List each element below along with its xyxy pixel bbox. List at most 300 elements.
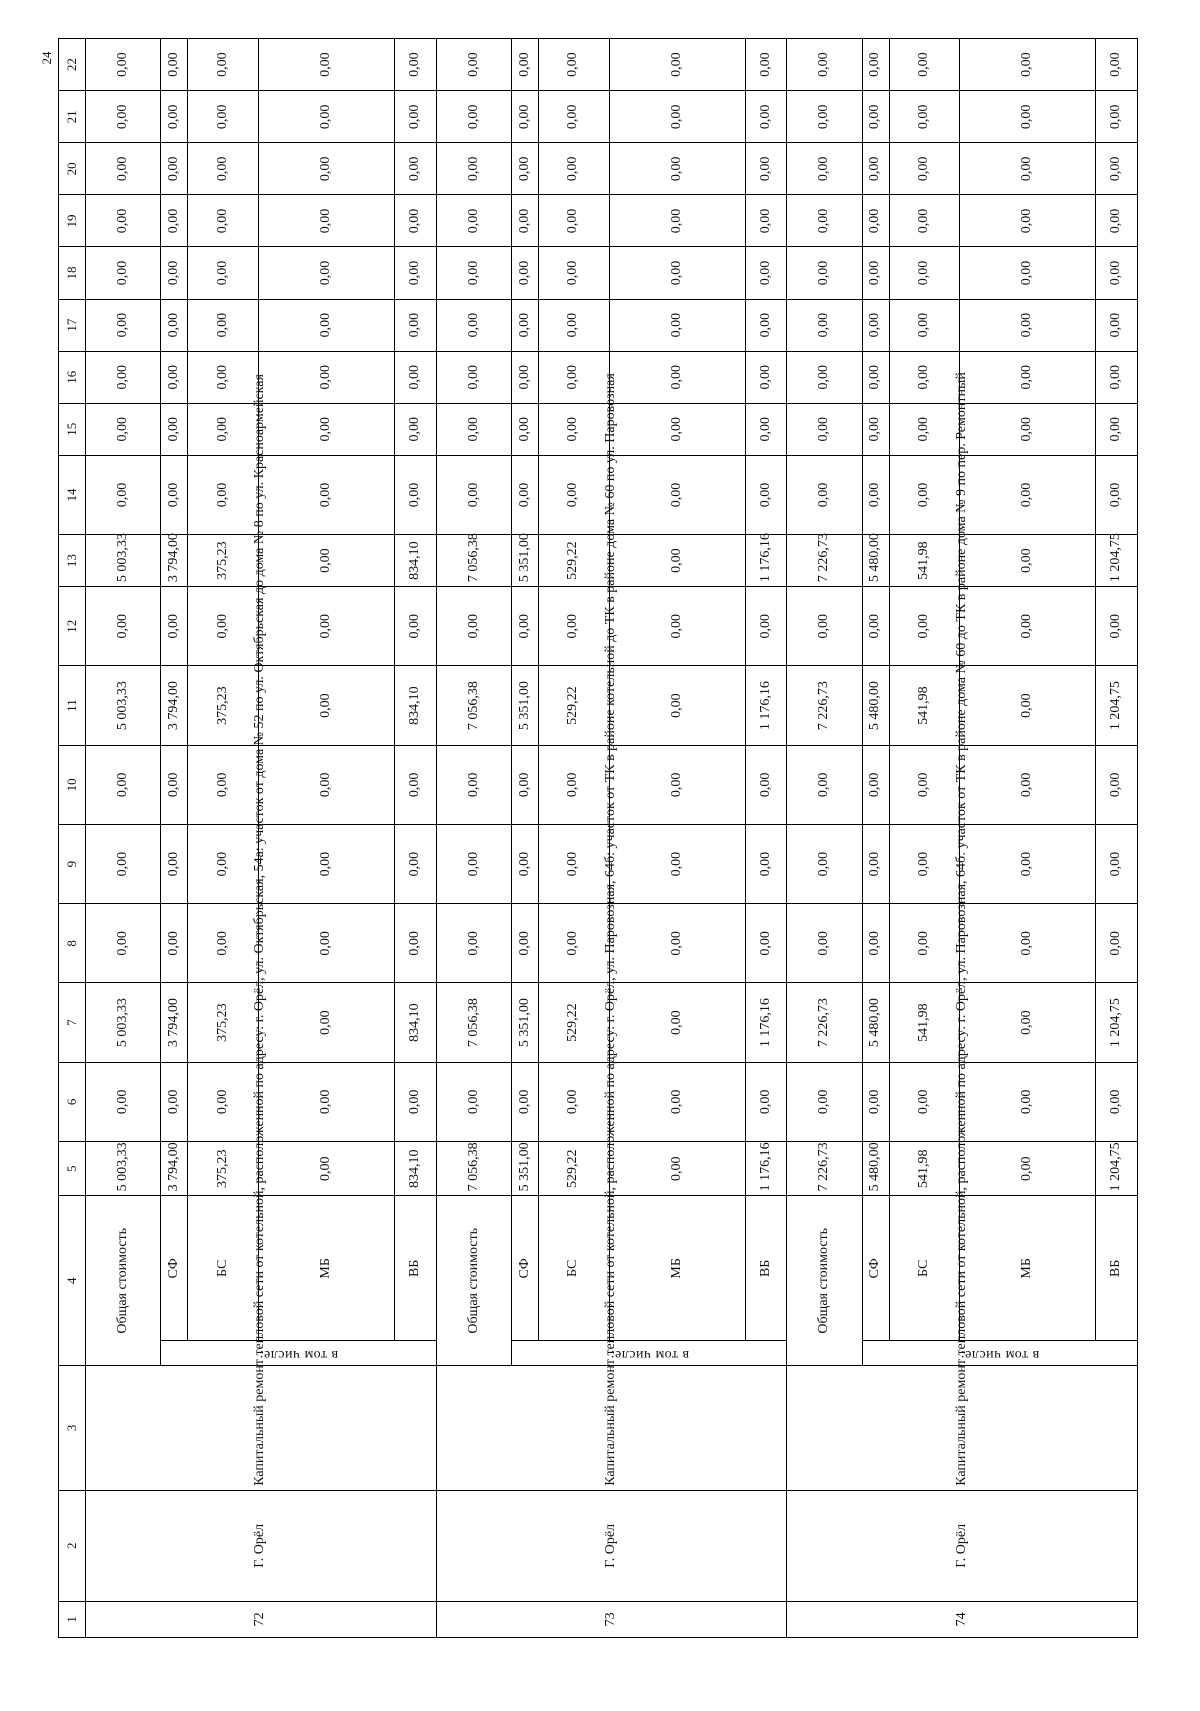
value-cell: 0,00 xyxy=(609,535,745,587)
value-cell: 0,00 xyxy=(960,824,1096,903)
value-cell: 0,00 xyxy=(862,351,889,403)
value-cell: 0,00 xyxy=(889,299,960,351)
value-cell: 0,00 xyxy=(960,745,1096,824)
value-cell: 0,00 xyxy=(960,247,1096,299)
value-cell: 0,00 xyxy=(889,587,960,666)
entry-city: Г. Орёл xyxy=(86,1490,437,1601)
row-label: СФ xyxy=(512,1196,539,1341)
value-cell: 0,00 xyxy=(1096,403,1138,455)
value-cell: 0,00 xyxy=(745,39,786,91)
value-cell: 0,00 xyxy=(512,1062,539,1141)
value-cell: 0,00 xyxy=(512,455,539,534)
funding-table xyxy=(58,38,1138,1638)
value-cell: 0,00 xyxy=(161,745,188,824)
value-cell: 0,00 xyxy=(258,587,394,666)
value-cell: 0,00 xyxy=(538,351,609,403)
row-label: СФ xyxy=(161,1196,188,1341)
value-cell: 0,00 xyxy=(512,39,539,91)
value-cell: 0,00 xyxy=(787,299,862,351)
entry-description: Капитальный ремонт тепловой сети от котельной, расположенной по адресу: г. Орёл, ул. Октябрьская, 54а: участок от дома № 52 по ул. Октябрьская до дома № 8 по ул. Красноармейская xyxy=(86,1366,437,1491)
value-cell: 5 480,00 xyxy=(862,1142,889,1196)
value-cell: 0,00 xyxy=(609,1142,745,1196)
value-cell: 0,00 xyxy=(258,824,394,903)
value-cell: 0,00 xyxy=(538,195,609,247)
value-cell: 0,00 xyxy=(161,351,188,403)
table-row xyxy=(787,39,862,1638)
value-cell: 0,00 xyxy=(609,195,745,247)
column-number-22: 22 xyxy=(59,39,86,91)
value-cell: 0,00 xyxy=(188,904,259,983)
value-cell: 0,00 xyxy=(960,1142,1096,1196)
value-cell: 0,00 xyxy=(436,824,511,903)
value-cell: 0,00 xyxy=(512,195,539,247)
value-cell: 0,00 xyxy=(161,824,188,903)
value-cell: 0,00 xyxy=(960,351,1096,403)
value-cell: 0,00 xyxy=(609,1062,745,1141)
value-cell: 375,23 xyxy=(188,535,259,587)
value-cell: 0,00 xyxy=(161,39,188,91)
value-cell: 0,00 xyxy=(889,824,960,903)
value-cell: 529,22 xyxy=(538,535,609,587)
value-cell: 0,00 xyxy=(161,1062,188,1141)
column-number-row xyxy=(59,39,86,1638)
column-number-6: 6 xyxy=(59,1062,86,1141)
value-cell: 0,00 xyxy=(161,587,188,666)
value-cell: 0,00 xyxy=(161,143,188,195)
value-cell: 0,00 xyxy=(538,904,609,983)
row-label-total: Общая стоимость xyxy=(787,1196,862,1366)
value-cell: 0,00 xyxy=(538,39,609,91)
value-cell: 0,00 xyxy=(1096,904,1138,983)
value-cell: 0,00 xyxy=(86,299,161,351)
value-cell: 0,00 xyxy=(395,455,436,534)
value-cell: 0,00 xyxy=(1096,455,1138,534)
value-cell: 0,00 xyxy=(512,143,539,195)
value-cell: 0,00 xyxy=(1096,247,1138,299)
value-cell: 0,00 xyxy=(86,824,161,903)
value-cell: 375,23 xyxy=(188,1142,259,1196)
value-cell: 0,00 xyxy=(538,91,609,143)
value-cell: 0,00 xyxy=(787,455,862,534)
column-number-17: 17 xyxy=(59,299,86,351)
value-cell: 0,00 xyxy=(609,983,745,1062)
column-number-15: 15 xyxy=(59,403,86,455)
value-cell: 0,00 xyxy=(862,1062,889,1141)
value-cell: 0,00 xyxy=(889,351,960,403)
value-cell: 0,00 xyxy=(1096,39,1138,91)
value-cell: 0,00 xyxy=(960,91,1096,143)
value-cell: 0,00 xyxy=(889,745,960,824)
value-cell: 0,00 xyxy=(538,1062,609,1141)
entry-index: 73 xyxy=(436,1601,787,1637)
value-cell: 3 794,00 xyxy=(161,983,188,1062)
value-cell: 0,00 xyxy=(161,455,188,534)
value-cell: 0,00 xyxy=(960,904,1096,983)
value-cell: 0,00 xyxy=(1096,745,1138,824)
value-cell: 0,00 xyxy=(188,39,259,91)
row-label-total: Общая стоимость xyxy=(436,1196,511,1366)
value-cell: 0,00 xyxy=(960,587,1096,666)
value-cell: 0,00 xyxy=(745,299,786,351)
value-cell: 0,00 xyxy=(787,91,862,143)
value-cell: 0,00 xyxy=(889,1062,960,1141)
value-cell: 0,00 xyxy=(188,195,259,247)
value-cell: 375,23 xyxy=(188,983,259,1062)
value-cell: 0,00 xyxy=(960,403,1096,455)
including-label: в том числе: xyxy=(161,1341,436,1366)
value-cell: 0,00 xyxy=(512,299,539,351)
including-label: в том числе: xyxy=(512,1341,787,1366)
value-cell: 5 003,33 xyxy=(86,666,161,745)
value-cell: 0,00 xyxy=(787,39,862,91)
value-cell: 0,00 xyxy=(86,91,161,143)
value-cell: 0,00 xyxy=(609,904,745,983)
value-cell: 0,00 xyxy=(745,143,786,195)
value-cell: 1 176,16 xyxy=(745,1142,786,1196)
value-cell: 0,00 xyxy=(889,904,960,983)
value-cell: 0,00 xyxy=(889,91,960,143)
value-cell: 0,00 xyxy=(609,143,745,195)
value-cell: 0,00 xyxy=(862,39,889,91)
column-number-12: 12 xyxy=(59,587,86,666)
value-cell: 0,00 xyxy=(538,587,609,666)
value-cell: 0,00 xyxy=(86,745,161,824)
value-cell: 0,00 xyxy=(862,299,889,351)
value-cell: 0,00 xyxy=(395,299,436,351)
value-cell: 834,10 xyxy=(395,1142,436,1196)
value-cell: 0,00 xyxy=(395,587,436,666)
value-cell: 0,00 xyxy=(395,143,436,195)
value-cell: 0,00 xyxy=(960,535,1096,587)
value-cell: 0,00 xyxy=(258,745,394,824)
value-cell: 0,00 xyxy=(86,143,161,195)
value-cell: 0,00 xyxy=(538,143,609,195)
value-cell: 541,98 xyxy=(889,1142,960,1196)
column-number-18: 18 xyxy=(59,247,86,299)
value-cell: 0,00 xyxy=(862,143,889,195)
value-cell: 0,00 xyxy=(787,247,862,299)
value-cell: 0,00 xyxy=(889,143,960,195)
table-body xyxy=(86,39,1138,1638)
value-cell: 0,00 xyxy=(862,195,889,247)
entry-city: Г. Орёл xyxy=(436,1490,787,1601)
value-cell: 0,00 xyxy=(395,39,436,91)
value-cell: 0,00 xyxy=(745,351,786,403)
value-cell: 0,00 xyxy=(538,745,609,824)
value-cell: 0,00 xyxy=(258,91,394,143)
value-cell: 834,10 xyxy=(395,666,436,745)
value-cell: 0,00 xyxy=(609,247,745,299)
value-cell: 0,00 xyxy=(862,91,889,143)
value-cell: 0,00 xyxy=(395,1062,436,1141)
value-cell: 0,00 xyxy=(512,351,539,403)
entry-index: 74 xyxy=(787,1601,1138,1637)
page-number-text: 24 xyxy=(39,51,54,65)
value-cell: 0,00 xyxy=(1096,587,1138,666)
value-cell: 0,00 xyxy=(395,824,436,903)
value-cell: 0,00 xyxy=(787,1062,862,1141)
value-cell: 541,98 xyxy=(889,666,960,745)
value-cell: 0,00 xyxy=(960,455,1096,534)
value-cell: 7 056,38 xyxy=(436,1142,511,1196)
column-number-5: 5 xyxy=(59,1142,86,1196)
value-cell: 0,00 xyxy=(436,904,511,983)
value-cell: 0,00 xyxy=(436,247,511,299)
value-cell: 0,00 xyxy=(436,455,511,534)
column-number-8: 8 xyxy=(59,904,86,983)
column-number-7: 7 xyxy=(59,983,86,1062)
including-label: в том числе: xyxy=(862,1341,1137,1366)
value-cell: 0,00 xyxy=(609,299,745,351)
column-number-1: 1 xyxy=(59,1601,86,1637)
value-cell: 0,00 xyxy=(538,455,609,534)
column-number-16: 16 xyxy=(59,351,86,403)
value-cell: 0,00 xyxy=(745,824,786,903)
value-cell: 0,00 xyxy=(258,666,394,745)
row-label: МБ xyxy=(258,1196,394,1341)
value-cell: 0,00 xyxy=(1096,91,1138,143)
value-cell: 0,00 xyxy=(161,91,188,143)
value-cell: 529,22 xyxy=(538,1142,609,1196)
value-cell: 0,00 xyxy=(188,745,259,824)
value-cell: 0,00 xyxy=(787,351,862,403)
value-cell: 0,00 xyxy=(862,455,889,534)
value-cell: 0,00 xyxy=(862,587,889,666)
value-cell: 0,00 xyxy=(512,745,539,824)
value-cell: 5 351,00 xyxy=(512,535,539,587)
value-cell: 7 226,73 xyxy=(787,535,862,587)
column-number-9: 9 xyxy=(59,824,86,903)
value-cell: 0,00 xyxy=(395,745,436,824)
value-cell: 0,00 xyxy=(862,824,889,903)
value-cell: 3 794,00 xyxy=(161,1142,188,1196)
value-cell: 0,00 xyxy=(889,247,960,299)
value-cell: 0,00 xyxy=(609,39,745,91)
value-cell: 0,00 xyxy=(188,403,259,455)
value-cell: 5 003,33 xyxy=(86,535,161,587)
value-cell: 0,00 xyxy=(745,455,786,534)
value-cell: 0,00 xyxy=(395,904,436,983)
value-cell: 0,00 xyxy=(188,91,259,143)
value-cell: 0,00 xyxy=(258,904,394,983)
value-cell: 0,00 xyxy=(609,745,745,824)
value-cell: 0,00 xyxy=(258,247,394,299)
value-cell: 0,00 xyxy=(512,904,539,983)
value-cell: 541,98 xyxy=(889,535,960,587)
value-cell: 0,00 xyxy=(787,745,862,824)
value-cell: 0,00 xyxy=(889,195,960,247)
value-cell: 0,00 xyxy=(787,824,862,903)
value-cell: 0,00 xyxy=(258,455,394,534)
column-number-11: 11 xyxy=(59,666,86,745)
value-cell: 5 480,00 xyxy=(862,666,889,745)
row-label: БС xyxy=(538,1196,609,1341)
value-cell: 0,00 xyxy=(1096,351,1138,403)
value-cell: 0,00 xyxy=(188,143,259,195)
value-cell: 0,00 xyxy=(395,195,436,247)
value-cell: 0,00 xyxy=(609,403,745,455)
value-cell: 0,00 xyxy=(258,983,394,1062)
value-cell: 0,00 xyxy=(258,143,394,195)
value-cell: 0,00 xyxy=(188,247,259,299)
rotated-table-container xyxy=(58,38,1138,1638)
value-cell: 0,00 xyxy=(745,247,786,299)
value-cell: 0,00 xyxy=(188,351,259,403)
value-cell: 7 226,73 xyxy=(787,666,862,745)
value-cell: 0,00 xyxy=(1096,143,1138,195)
value-cell: 0,00 xyxy=(745,904,786,983)
value-cell: 0,00 xyxy=(1096,299,1138,351)
value-cell: 0,00 xyxy=(395,351,436,403)
value-cell: 5 003,33 xyxy=(86,1142,161,1196)
value-cell: 0,00 xyxy=(609,666,745,745)
value-cell: 0,00 xyxy=(86,351,161,403)
value-cell: 0,00 xyxy=(436,403,511,455)
value-cell: 0,00 xyxy=(745,587,786,666)
value-cell: 7 056,38 xyxy=(436,983,511,1062)
column-number-4: 4 xyxy=(59,1196,86,1366)
value-cell: 0,00 xyxy=(1096,195,1138,247)
value-cell: 0,00 xyxy=(188,455,259,534)
value-cell: 5 480,00 xyxy=(862,535,889,587)
value-cell: 3 794,00 xyxy=(161,535,188,587)
entry-city: Г. Орёл xyxy=(787,1490,1138,1601)
value-cell: 0,00 xyxy=(787,195,862,247)
value-cell: 0,00 xyxy=(512,403,539,455)
value-cell: 0,00 xyxy=(436,299,511,351)
value-cell: 0,00 xyxy=(745,1062,786,1141)
value-cell: 0,00 xyxy=(436,587,511,666)
value-cell: 0,00 xyxy=(538,824,609,903)
value-cell: 0,00 xyxy=(436,39,511,91)
value-cell: 0,00 xyxy=(538,247,609,299)
value-cell: 5 351,00 xyxy=(512,666,539,745)
value-cell: 0,00 xyxy=(745,195,786,247)
value-cell: 0,00 xyxy=(960,39,1096,91)
row-label: МБ xyxy=(960,1196,1096,1341)
value-cell: 0,00 xyxy=(787,143,862,195)
entry-index: 72 xyxy=(86,1601,437,1637)
value-cell: 0,00 xyxy=(436,1062,511,1141)
value-cell: 1 176,16 xyxy=(745,535,786,587)
value-cell: 0,00 xyxy=(258,403,394,455)
value-cell: 0,00 xyxy=(889,403,960,455)
row-label: ВБ xyxy=(395,1196,436,1341)
value-cell: 0,00 xyxy=(960,666,1096,745)
value-cell: 0,00 xyxy=(436,351,511,403)
column-number-10: 10 xyxy=(59,745,86,824)
value-cell: 541,98 xyxy=(889,983,960,1062)
value-cell: 0,00 xyxy=(512,587,539,666)
row-label: МБ xyxy=(609,1196,745,1341)
value-cell: 0,00 xyxy=(161,904,188,983)
column-number-14: 14 xyxy=(59,455,86,534)
value-cell: 0,00 xyxy=(960,983,1096,1062)
value-cell: 834,10 xyxy=(395,535,436,587)
row-label: ВБ xyxy=(1096,1196,1138,1341)
value-cell: 0,00 xyxy=(960,1062,1096,1141)
value-cell: 0,00 xyxy=(188,1062,259,1141)
value-cell: 834,10 xyxy=(395,983,436,1062)
value-cell: 0,00 xyxy=(161,247,188,299)
value-cell: 0,00 xyxy=(86,247,161,299)
value-cell: 0,00 xyxy=(258,299,394,351)
entry-description: Капитальный ремонт тепловой сети от котельной, расположенной по адресу: г. Орёл, ул. Паровозная, 64б: участок от ТК в районе котельной до ТК в районе дома № 60 по ул. Паровозная xyxy=(436,1366,787,1491)
row-label-total: Общая стоимость xyxy=(86,1196,161,1366)
column-number-21: 21 xyxy=(59,91,86,143)
value-cell: 0,00 xyxy=(609,91,745,143)
value-cell: 529,22 xyxy=(538,666,609,745)
value-cell: 0,00 xyxy=(188,587,259,666)
value-cell: 3 794,00 xyxy=(161,666,188,745)
value-cell: 0,00 xyxy=(538,299,609,351)
value-cell: 0,00 xyxy=(745,745,786,824)
value-cell: 0,00 xyxy=(512,824,539,903)
value-cell: 0,00 xyxy=(436,195,511,247)
value-cell: 1 204,75 xyxy=(1096,666,1138,745)
value-cell: 1 204,75 xyxy=(1096,983,1138,1062)
column-number-13: 13 xyxy=(59,535,86,587)
value-cell: 0,00 xyxy=(1096,824,1138,903)
value-cell: 0,00 xyxy=(862,403,889,455)
value-cell: 5 003,33 xyxy=(86,983,161,1062)
value-cell: 0,00 xyxy=(161,195,188,247)
value-cell: 0,00 xyxy=(787,403,862,455)
value-cell: 0,00 xyxy=(787,904,862,983)
value-cell: 0,00 xyxy=(86,195,161,247)
page-number xyxy=(40,50,54,66)
value-cell: 0,00 xyxy=(512,247,539,299)
table-row xyxy=(86,39,161,1638)
value-cell: 0,00 xyxy=(86,904,161,983)
row-label: БС xyxy=(188,1196,259,1341)
value-cell: 0,00 xyxy=(436,143,511,195)
value-cell: 0,00 xyxy=(258,1142,394,1196)
value-cell: 0,00 xyxy=(161,299,188,351)
value-cell: 0,00 xyxy=(862,904,889,983)
value-cell: 0,00 xyxy=(745,403,786,455)
row-label: СФ xyxy=(862,1196,889,1341)
value-cell: 0,00 xyxy=(609,824,745,903)
column-number-2: 2 xyxy=(59,1490,86,1601)
value-cell: 0,00 xyxy=(86,1062,161,1141)
column-number-19: 19 xyxy=(59,195,86,247)
value-cell: 0,00 xyxy=(258,39,394,91)
value-cell: 0,00 xyxy=(258,195,394,247)
entry-description: Капитальный ремонт тепловой сети от котельной, расположенной по адресу: г. Орёл, ул. Паровозная, 64б: участок от ТК в районе дома № 60 до ТК в районе дома № 9 по пер. Ремонтный xyxy=(787,1366,1138,1491)
value-cell: 0,00 xyxy=(258,1062,394,1141)
value-cell: 0,00 xyxy=(745,91,786,143)
value-cell: 0,00 xyxy=(395,247,436,299)
value-cell: 1 176,16 xyxy=(745,983,786,1062)
value-cell: 0,00 xyxy=(188,824,259,903)
column-number-20: 20 xyxy=(59,143,86,195)
value-cell: 5 351,00 xyxy=(512,1142,539,1196)
value-cell: 1 176,16 xyxy=(745,666,786,745)
value-cell: 0,00 xyxy=(436,745,511,824)
value-cell: 0,00 xyxy=(889,455,960,534)
value-cell: 0,00 xyxy=(862,745,889,824)
value-cell: 0,00 xyxy=(395,91,436,143)
value-cell: 0,00 xyxy=(161,403,188,455)
value-cell: 0,00 xyxy=(436,91,511,143)
value-cell: 7 056,38 xyxy=(436,666,511,745)
value-cell: 1 204,75 xyxy=(1096,535,1138,587)
value-cell: 0,00 xyxy=(889,39,960,91)
value-cell: 1 204,75 xyxy=(1096,1142,1138,1196)
value-cell: 0,00 xyxy=(862,247,889,299)
value-cell: 0,00 xyxy=(86,455,161,534)
